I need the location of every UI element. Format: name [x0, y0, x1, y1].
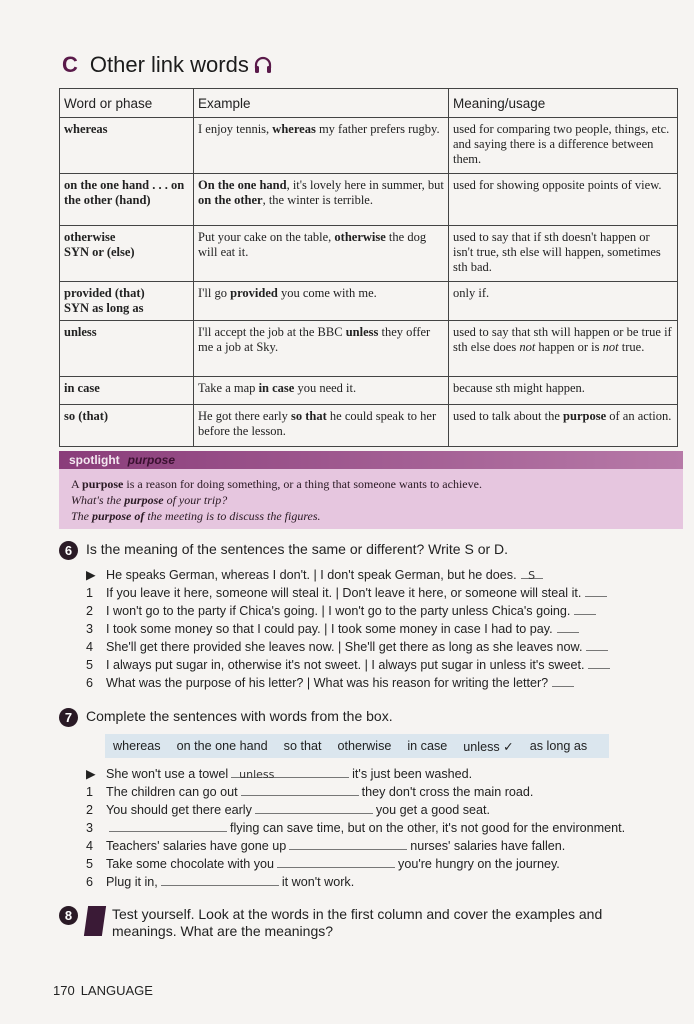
- text-segment: Take a map: [198, 381, 259, 395]
- example-cell: [194, 282, 449, 321]
- list-item: [86, 819, 625, 837]
- box-word: otherwise: [337, 739, 392, 753]
- item-number: 5: [86, 658, 94, 672]
- item-text: She'll get there provided she leaves now. | She'll get there as long as she leaves now.: [106, 640, 583, 654]
- table-row: [60, 282, 678, 321]
- text-segment: used to say that sth will happen or be true if sth else does: [453, 325, 672, 354]
- spotlight-box: [59, 451, 683, 529]
- column-header-example: Example: [194, 89, 449, 118]
- exercise-instruction: Complete the sentences with words from the box.: [86, 708, 393, 724]
- example-marker: ▶: [86, 767, 96, 781]
- word-text: whereas: [64, 122, 108, 136]
- spotlight-text: [59, 469, 683, 524]
- item-number: 4: [86, 640, 94, 654]
- list-item: [86, 783, 625, 801]
- text-segment: used to say that if sth doesn't happen or isn't true, sth else will happen, sometimes sth bad.: [453, 230, 661, 274]
- example-text: He speaks German, whereas I don't. | I don't speak German, but he does.: [106, 568, 517, 582]
- text-segment: happen or is: [535, 340, 603, 354]
- meaning-cell: [449, 321, 678, 377]
- meaning-cell: [449, 282, 678, 321]
- table-header-row: [60, 89, 678, 118]
- text-segment: true.: [618, 340, 645, 354]
- text-segment: used for comparing two people, things, etc. and saying there is a difference between them.: [453, 122, 670, 166]
- item-number: 3: [86, 821, 94, 835]
- exercise-6-items: [86, 566, 610, 692]
- item-text: I won't go to the party if Chica's going. | I won't go to the party unless Chica's going.: [106, 604, 571, 618]
- text-segment: whereas: [272, 122, 316, 136]
- item-number: 2: [86, 803, 94, 817]
- item-number: 4: [86, 839, 94, 853]
- section-letter: C: [62, 52, 78, 77]
- text-segment: because sth might happen.: [453, 381, 585, 395]
- text-segment: What's the: [71, 493, 125, 507]
- exercise-instruction: Test yourself. Look at the words in the first column and cover the examples and meanings. What are the meanings?: [112, 906, 603, 939]
- item-before: Teachers' salaries have gone up: [106, 839, 287, 853]
- exercise-number: 6: [59, 541, 78, 560]
- spotlight-label: spotlight: [69, 453, 120, 467]
- answer-field[interactable]: [289, 837, 407, 850]
- meaning-cell: [449, 118, 678, 174]
- item-after: nurses' salaries have fallen.: [410, 839, 566, 853]
- text-segment: you need it.: [294, 381, 357, 395]
- text-segment: The: [71, 509, 92, 523]
- box-word: whereas: [113, 739, 161, 753]
- item-text: I took some money so that I could pay. | I took some money in case I had to pay.: [106, 622, 553, 636]
- item-before: Take some chocolate with you: [106, 857, 275, 871]
- table-row: [60, 118, 678, 174]
- example-cell: [194, 321, 449, 377]
- item-number: 1: [86, 785, 94, 799]
- item-text: What was the purpose of his letter? | What was his reason for writing the letter?: [106, 676, 549, 690]
- example-marker: ▶: [86, 568, 96, 582]
- exercise-7-items: [86, 765, 625, 891]
- text-segment: on the other: [198, 193, 263, 207]
- exercise-7-heading: [59, 708, 393, 727]
- list-item: [86, 602, 610, 620]
- text-segment: is a reason for doing something, or a thing that someone wants to achieve.: [123, 477, 482, 491]
- text-segment: He got there early: [198, 409, 292, 423]
- word-text: unless: [64, 325, 97, 339]
- list-item: [86, 873, 625, 891]
- text-segment: A: [71, 477, 83, 491]
- example-row: [86, 566, 610, 584]
- text-segment: not: [519, 340, 536, 354]
- answer-field[interactable]: [585, 584, 607, 597]
- headphones-icon[interactable]: [253, 55, 273, 75]
- list-item: [86, 801, 625, 819]
- item-text: I always put sugar in, otherwise it's not sweet. | I always put sugar in unless it's sweet.: [106, 658, 585, 672]
- example-row: [86, 765, 625, 783]
- item-before: Plug it in,: [106, 875, 158, 889]
- meaning-cell: [449, 174, 678, 226]
- text-segment: purpose: [82, 477, 124, 491]
- table-row: [60, 174, 678, 226]
- synonym: SYN or (else): [64, 245, 135, 259]
- text-segment: , it's lovely here in summer, but: [286, 178, 444, 192]
- section-title: Other link words: [89, 52, 249, 77]
- text-segment: only if.: [453, 286, 490, 300]
- word-cell: [60, 118, 194, 174]
- example-cell: [194, 226, 449, 282]
- answer-field[interactable]: [557, 620, 579, 633]
- item-after: you get a good seat.: [375, 803, 491, 817]
- page-number: 170: [53, 983, 75, 998]
- answer-field[interactable]: [277, 855, 395, 868]
- example-cell: [194, 405, 449, 447]
- word-box: [105, 734, 609, 758]
- text-segment: purpose: [563, 409, 607, 423]
- footer-label: LANGUAGE: [80, 983, 153, 998]
- example-after: it's just been washed.: [352, 767, 473, 781]
- text-segment: of your trip?: [163, 493, 228, 507]
- box-word: on the one hand: [176, 739, 268, 753]
- box-word: so that: [283, 739, 322, 753]
- spotlight-line-3: [71, 508, 671, 524]
- text-segment: Put your cake on the table,: [198, 230, 335, 244]
- answer-field[interactable]: [552, 674, 574, 687]
- list-item: [86, 584, 610, 602]
- answer-field[interactable]: [231, 765, 349, 781]
- link-words-table: [59, 88, 678, 447]
- text-segment: I'll go: [198, 286, 231, 300]
- box-word: in case: [407, 739, 448, 753]
- word-cell: [60, 321, 194, 377]
- word-cell: [60, 282, 194, 321]
- list-item: [86, 674, 610, 692]
- text-segment: he could speak to her before the lesson.: [198, 409, 437, 438]
- item-after: flying can save time, but on the other, it's not good for the environment.: [230, 821, 626, 835]
- text-segment: I enjoy tennis,: [198, 122, 273, 136]
- word-cell: [60, 377, 194, 405]
- word-cell: [60, 226, 194, 282]
- answer-field[interactable]: [161, 873, 279, 886]
- example-cell: [194, 174, 449, 226]
- item-text: If you leave it here, someone will steal it. | Don't leave it here, or someone will steal it.: [106, 586, 582, 600]
- item-after: it won't work.: [281, 875, 355, 889]
- text-segment: in case: [258, 381, 295, 395]
- text-segment: of an action.: [606, 409, 672, 423]
- text-segment: used for showing opposite points of view.: [453, 178, 662, 192]
- word-text: so (that): [64, 409, 109, 423]
- item-number: 3: [86, 622, 94, 636]
- word-cell: [60, 405, 194, 447]
- list-item: [86, 656, 610, 674]
- text-segment: used to talk about the: [453, 409, 564, 423]
- box-word: unless ✓: [463, 739, 514, 754]
- item-after: you're hungry on the journey.: [398, 857, 560, 871]
- list-item: [86, 855, 625, 873]
- text-segment: they offer me a job at Sky.: [198, 325, 431, 354]
- answer-handwritten: S: [528, 569, 536, 582]
- answer-field[interactable]: [255, 801, 373, 814]
- item-before: You should get there early: [106, 803, 252, 817]
- text-segment: my father prefers rugby.: [315, 122, 440, 136]
- text-segment: the meeting is to discuss the figures.: [144, 509, 321, 523]
- text-segment: purpose of: [92, 509, 145, 523]
- text-segment: On the one hand: [198, 178, 287, 192]
- text-segment: unless: [345, 325, 379, 339]
- answer-field[interactable]: [586, 638, 608, 651]
- spotlight-topic: purpose: [127, 453, 175, 467]
- item-number: 6: [86, 875, 94, 889]
- synonym: SYN as long as: [64, 301, 144, 315]
- answer-field[interactable]: [109, 819, 227, 832]
- exercise-number: 8: [59, 906, 78, 925]
- section-heading: [62, 52, 273, 78]
- example-cell: [194, 377, 449, 405]
- column-header-meaning: Meaning/usage: [449, 89, 678, 118]
- word-text: in case: [64, 381, 100, 395]
- column-header-word: Word or phase: [60, 89, 194, 118]
- answer-handwritten: unless: [239, 768, 275, 781]
- word-text: on the one hand . . . on the other (hand): [64, 178, 185, 207]
- text-segment: , the winter is terrible.: [262, 193, 373, 207]
- answer-field[interactable]: [588, 656, 610, 669]
- item-after: they don't cross the main road.: [361, 785, 534, 799]
- item-number: 5: [86, 857, 94, 871]
- example-before: She won't use a towel: [106, 767, 229, 781]
- text-segment: otherwise: [334, 230, 386, 244]
- item-before: The children can go out: [106, 785, 238, 799]
- list-item: [86, 638, 610, 656]
- spotlight-bar: [59, 451, 683, 469]
- table-row: [60, 321, 678, 377]
- text-segment: so that: [291, 409, 327, 423]
- list-item: [86, 837, 625, 855]
- text-segment: you come with me.: [277, 286, 377, 300]
- answer-field[interactable]: [521, 566, 543, 582]
- word-cell: [60, 174, 194, 226]
- spotlight-line-1: [71, 476, 671, 492]
- text-segment: provided: [230, 286, 278, 300]
- page-footer: [53, 983, 153, 998]
- exercise-number: 7: [59, 708, 78, 727]
- table-row: [60, 377, 678, 405]
- test-yourself-icon: [84, 906, 106, 936]
- exercise-6-heading: [59, 541, 508, 560]
- exercise-instruction: Is the meaning of the sentences the same or different? Write S or D.: [86, 541, 509, 557]
- exercise-8-heading: [59, 906, 659, 940]
- word-text: provided (that): [64, 286, 145, 300]
- list-item: [86, 620, 610, 638]
- meaning-cell: [449, 226, 678, 282]
- text-segment: the dog will eat it.: [198, 230, 427, 259]
- spotlight-line-2: [71, 492, 671, 508]
- answer-field[interactable]: [241, 783, 359, 796]
- answer-field[interactable]: [574, 602, 596, 615]
- box-word: as long as: [529, 739, 588, 753]
- meaning-cell: [449, 377, 678, 405]
- example-cell: [194, 118, 449, 174]
- word-text: otherwise: [64, 230, 116, 244]
- text-segment: not: [602, 340, 619, 354]
- table-row: [60, 226, 678, 282]
- item-number: 6: [86, 676, 94, 690]
- table-row: [60, 405, 678, 447]
- text-segment: I'll accept the job at the BBC: [198, 325, 346, 339]
- item-number: 2: [86, 604, 94, 618]
- item-number: 1: [86, 586, 94, 600]
- meaning-cell: [449, 405, 678, 447]
- text-segment: purpose: [124, 493, 164, 507]
